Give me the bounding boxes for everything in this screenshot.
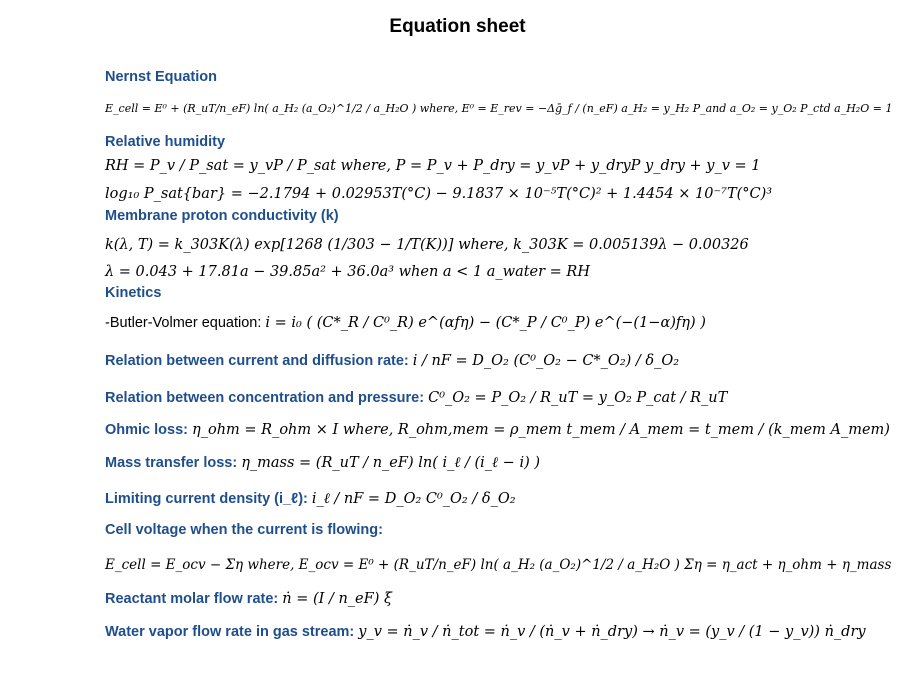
mass-label: Mass transfer loss: [105, 455, 242, 471]
conductivity-equation: k(λ, T) = k_303K(λ) exp[1268 (1/303 − 1/T(K))] where, k_303K = 0.005139λ − 0.00326 [105, 237, 749, 253]
concentration-equation: C⁰_O₂ = P_O₂ / R_uT = y_O₂ P_cat / R_uT [428, 390, 728, 406]
vapor-label: Water vapor flow rate in gas stream: [105, 624, 359, 640]
kinetics-heading: Kinetics [105, 285, 162, 301]
humidity-equation: RH = P_v / P_sat = y_vP / P_sat where, P = P_v + P_dry = y_vP + y_dryP y_dry + y_v = 1 [105, 158, 761, 174]
humidity-heading: Relative humidity [105, 134, 226, 150]
butler-volmer-label: -Butler-Volmer equation: [105, 315, 266, 331]
limiting-label: Limiting current density (i_ℓ): [105, 491, 312, 507]
ohmic-row [105, 422, 890, 438]
vapor-equation: y_v = ṅ_v / ṅ_tot = ṅ_v / (ṅ_v + ṅ_dry) → ṅ_v = (y_v / (1 − y_v)) ṅ_dry [358, 624, 866, 640]
cell-voltage-heading: Cell voltage when the current is flowing: [105, 522, 383, 538]
cell-voltage-equation: E_cell = E_ocv − Ση where, E_ocv = E⁰ + (R_uT/n_eF) ln( a_H₂ (a_O₂)^1/2 / a_H₂O ) Ση = η_act + η_ohm + η_mass [105, 557, 892, 573]
limiting-row [105, 491, 516, 508]
limiting-equation: i_ℓ / nF = D_O₂ C⁰_O₂ / δ_O₂ [311, 491, 516, 507]
reactant-row [105, 591, 392, 607]
reactant-equation: ṅ = (I / n_eF) ξ [282, 591, 392, 607]
butler-volmer-equation: i = i₀ ( (C*_R / C⁰_R) e^(αfη) − (C*_P / C⁰_P) e^(−(1−α)fη) ) [265, 315, 706, 331]
diffusion-equation: i / nF = D_O₂ (C⁰_O₂ − C*_O₂) / δ_O₂ [412, 353, 680, 369]
nernst-equation: E_cell = E⁰ + (R_uT/n_eF) ln( a_H₂ (a_O₂)^1/2 / a_H₂O ) where, E⁰ = E_rev = −Δḡ_f / (n_eF) a_H₂ = y_H₂ P_and a_O₂ = y_O₂ P_ctd a_H₂O = 1 [105, 102, 893, 115]
vapor-row [105, 624, 866, 640]
mass-row [105, 455, 540, 472]
ohmic-label: Ohmic loss: [105, 422, 193, 438]
concentration-label: Relation between concentration and pressure: [105, 390, 429, 406]
conductivity-heading: Membrane proton conductivity (k) [105, 208, 339, 224]
saturation-pressure-equation: log₁₀ P_sat{bar} = −2.1794 + 0.02953T(°C) − 9.1837 × 10⁻⁵T(°C)² + 1.4454 × 10⁻⁷T(°C)³ [105, 186, 773, 202]
concentration-row [105, 390, 727, 406]
butler-volmer-row [105, 315, 706, 331]
mass-equation: η_mass = (R_uT / n_eF) ln( i_ℓ / (i_ℓ − i) ) [241, 455, 541, 471]
diffusion-label: Relation between current and diffusion rate: [105, 353, 413, 369]
water-content-equation: λ = 0.043 + 17.81a − 39.85a² + 36.0a³ when a < 1 a_water = RH [105, 264, 590, 280]
reactant-label: Reactant molar flow rate: [105, 591, 283, 607]
page-title: Equation sheet [389, 16, 526, 37]
nernst-heading: Nernst Equation [105, 69, 217, 85]
ohmic-equation: η_ohm = R_ohm × I where, R_ohm,mem = ρ_mem t_mem / A_mem = t_mem / (k_mem A_mem) [192, 422, 890, 438]
diffusion-row [105, 353, 679, 369]
